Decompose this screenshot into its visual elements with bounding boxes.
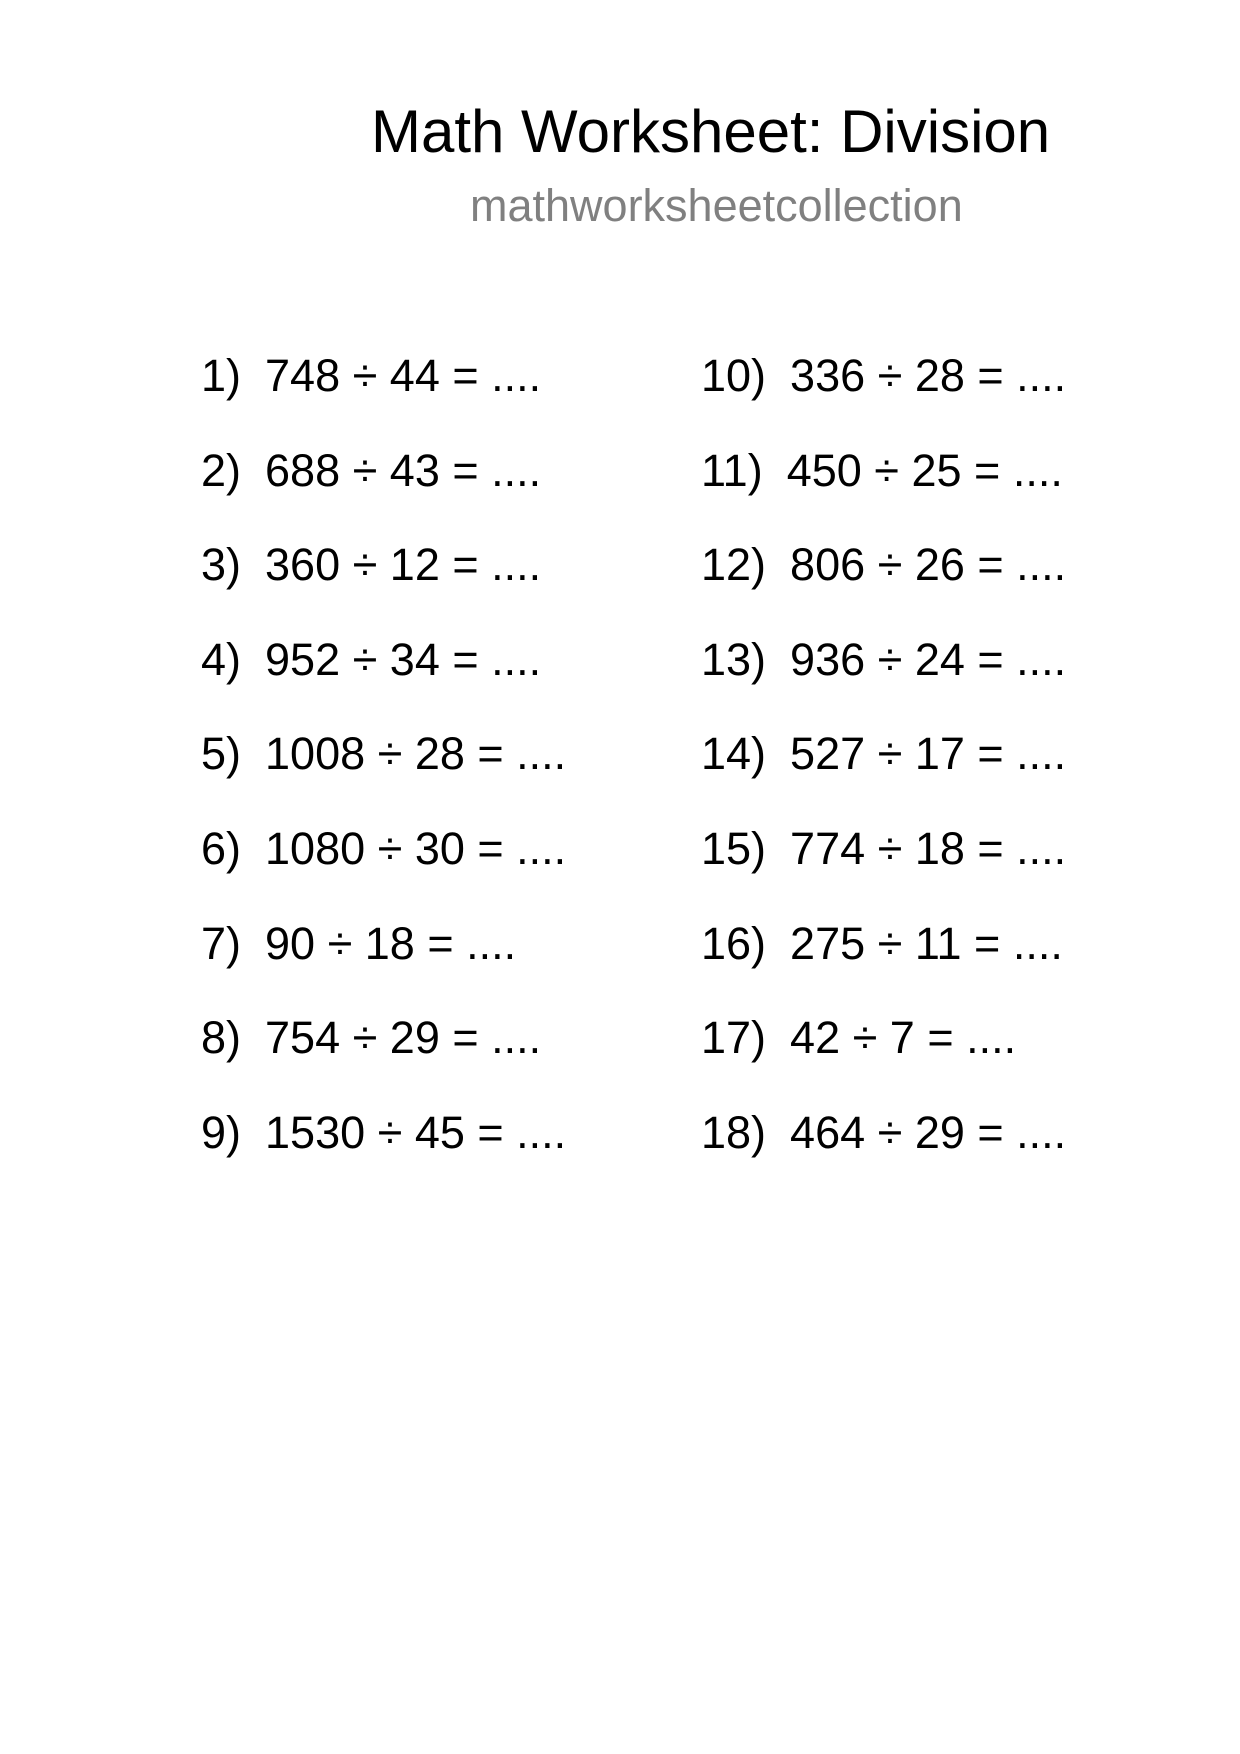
worksheet-title: Math Worksheet: Division [371,98,1051,165]
problem-item [701,728,1066,823]
problem-number: 13) [701,633,767,685]
problem-number: 4) [201,633,242,685]
problem-item [701,634,1066,729]
problem-item [201,823,566,918]
problem-expression: 275 ÷ 11 = .... [790,917,1063,969]
problem-item [201,445,566,540]
problems-right-column [701,350,1066,1201]
problem-item [201,1107,566,1202]
problem-expression: 1530 ÷ 45 = .... [265,1106,567,1158]
problem-item [201,634,566,729]
problem-expression: 748 ÷ 44 = .... [265,350,542,401]
problem-number: 5) [201,728,242,780]
problem-number: 6) [201,822,242,874]
problem-item [201,728,566,823]
problem-number: 1) [201,350,242,401]
problem-expression: 42 ÷ 7 = .... [790,1012,1017,1064]
problem-item [701,918,1066,1013]
problem-expression: 754 ÷ 29 = .... [265,1012,542,1064]
problem-item [201,539,566,634]
problem-number: 11) [701,444,763,496]
problem-expression: 464 ÷ 29 = .... [790,1106,1067,1158]
problem-number: 14) [701,728,767,780]
problem-number: 15) [701,822,767,874]
problem-number: 8) [201,1012,242,1064]
problem-expression: 360 ÷ 12 = .... [265,539,542,591]
problem-item [701,350,1066,445]
problem-expression: 774 ÷ 18 = .... [790,822,1067,874]
problem-expression: 806 ÷ 26 = .... [790,539,1067,591]
problem-number: 18) [701,1106,767,1158]
problem-item [201,918,566,1013]
problem-item [701,445,1066,540]
problem-item [701,1107,1066,1202]
problem-number: 7) [201,917,242,969]
worksheet-source: mathworksheetcollection [470,180,963,231]
problem-number: 12) [701,539,767,591]
problem-expression: 336 ÷ 28 = .... [790,350,1067,401]
problem-expression: 1008 ÷ 28 = .... [265,728,567,780]
problem-item [701,823,1066,918]
problem-number: 17) [701,1012,767,1064]
problem-number: 10) [701,350,767,401]
problem-item [201,350,566,445]
problem-expression: 688 ÷ 43 = .... [265,444,542,496]
problem-expression: 450 ÷ 25 = .... [786,444,1063,496]
problem-number: 9) [201,1106,242,1158]
problem-expression: 527 ÷ 17 = .... [790,728,1067,780]
problem-number: 16) [701,917,767,969]
problem-number: 3) [201,539,242,591]
problems-left-column [201,350,566,1201]
problem-expression: 1080 ÷ 30 = .... [265,822,567,874]
problem-item [701,1012,1066,1107]
problem-item [201,1012,566,1107]
problem-expression: 952 ÷ 34 = .... [265,633,542,685]
problem-item [701,539,1066,634]
problem-expression: 90 ÷ 18 = .... [265,917,517,969]
problem-expression: 936 ÷ 24 = .... [790,633,1067,685]
problem-number: 2) [201,444,242,496]
